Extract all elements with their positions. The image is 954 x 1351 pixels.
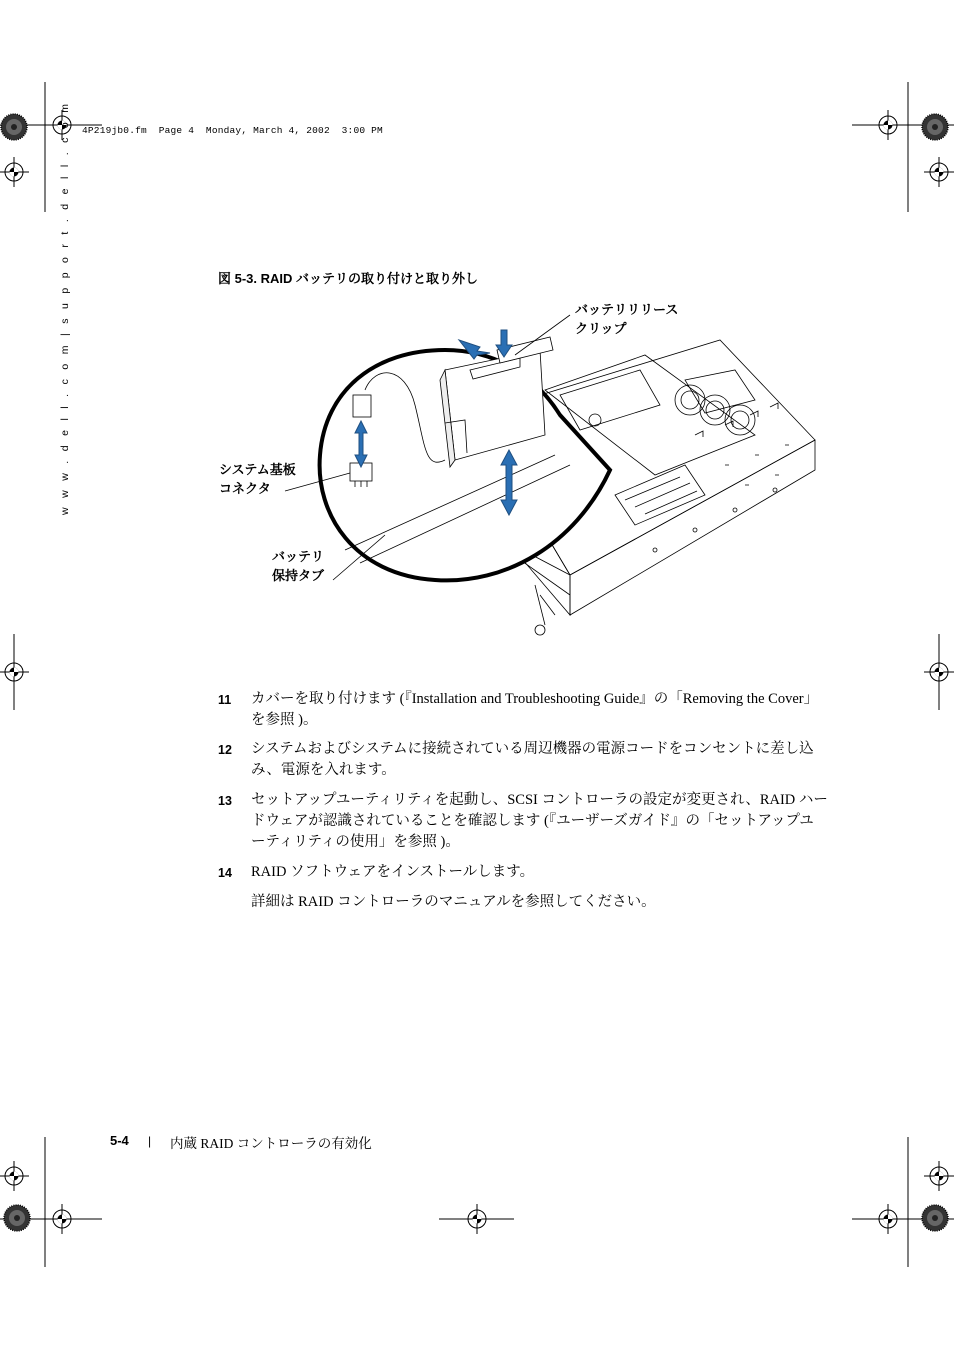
raid-battery-illustration (215, 295, 825, 655)
step-text: カバーを取り付けます (『Installation and Troubleshooting Guide』の「Removing the Cover」を参照 )。 (251, 691, 819, 728)
step-number: 11 (218, 693, 232, 707)
step-number: 12 (218, 743, 232, 757)
side-url: w w w . d e l l . c o m | s u p p o r t . d e l l . c o m (59, 100, 71, 515)
step-number: 14 (218, 866, 232, 880)
note-text: 詳細は RAID コントローラのマニュアルを参照してください。 (251, 894, 656, 910)
step-14 (218, 862, 828, 883)
callout-system-board-connector: システム基板 コネクタ (219, 462, 296, 496)
step-text: セットアップユーティリティを起動し、SCSI コントローラの設定が変更され、RAID ハードウェアが認識されていることを確認します (『ユーザーズガイド』の「セットアップユーティリティの使用」を参照 )。 (251, 792, 828, 850)
step-11 (218, 689, 828, 731)
chapter-title: 内蔵 RAID コントローラの有効化 (170, 1136, 372, 1151)
page-number: 5-4 (110, 1133, 129, 1148)
step-12 (218, 739, 828, 781)
callout-battery-release-clip: バッテリリリース クリップ (575, 302, 679, 336)
step-number: 13 (218, 794, 232, 808)
step-text: RAID ソフトウェアをインストールします。 (251, 864, 535, 880)
step-note (218, 892, 828, 913)
callout-battery-retention-tab: バッテリ 保持タブ (272, 549, 325, 583)
step-13 (218, 790, 828, 853)
print-header: 4P219jb0.fm Page 4 Monday, March 4, 2002 3:00 PM (82, 125, 383, 136)
step-text: システムおよびシステムに接続されている周辺機器の電源コードをコンセントに差し込み、電源を入れます。 (251, 741, 814, 778)
figure-caption: 図 5-3. RAID バッテリの取り付けと取り外し (218, 271, 479, 286)
footer-separator: | (148, 1134, 152, 1148)
